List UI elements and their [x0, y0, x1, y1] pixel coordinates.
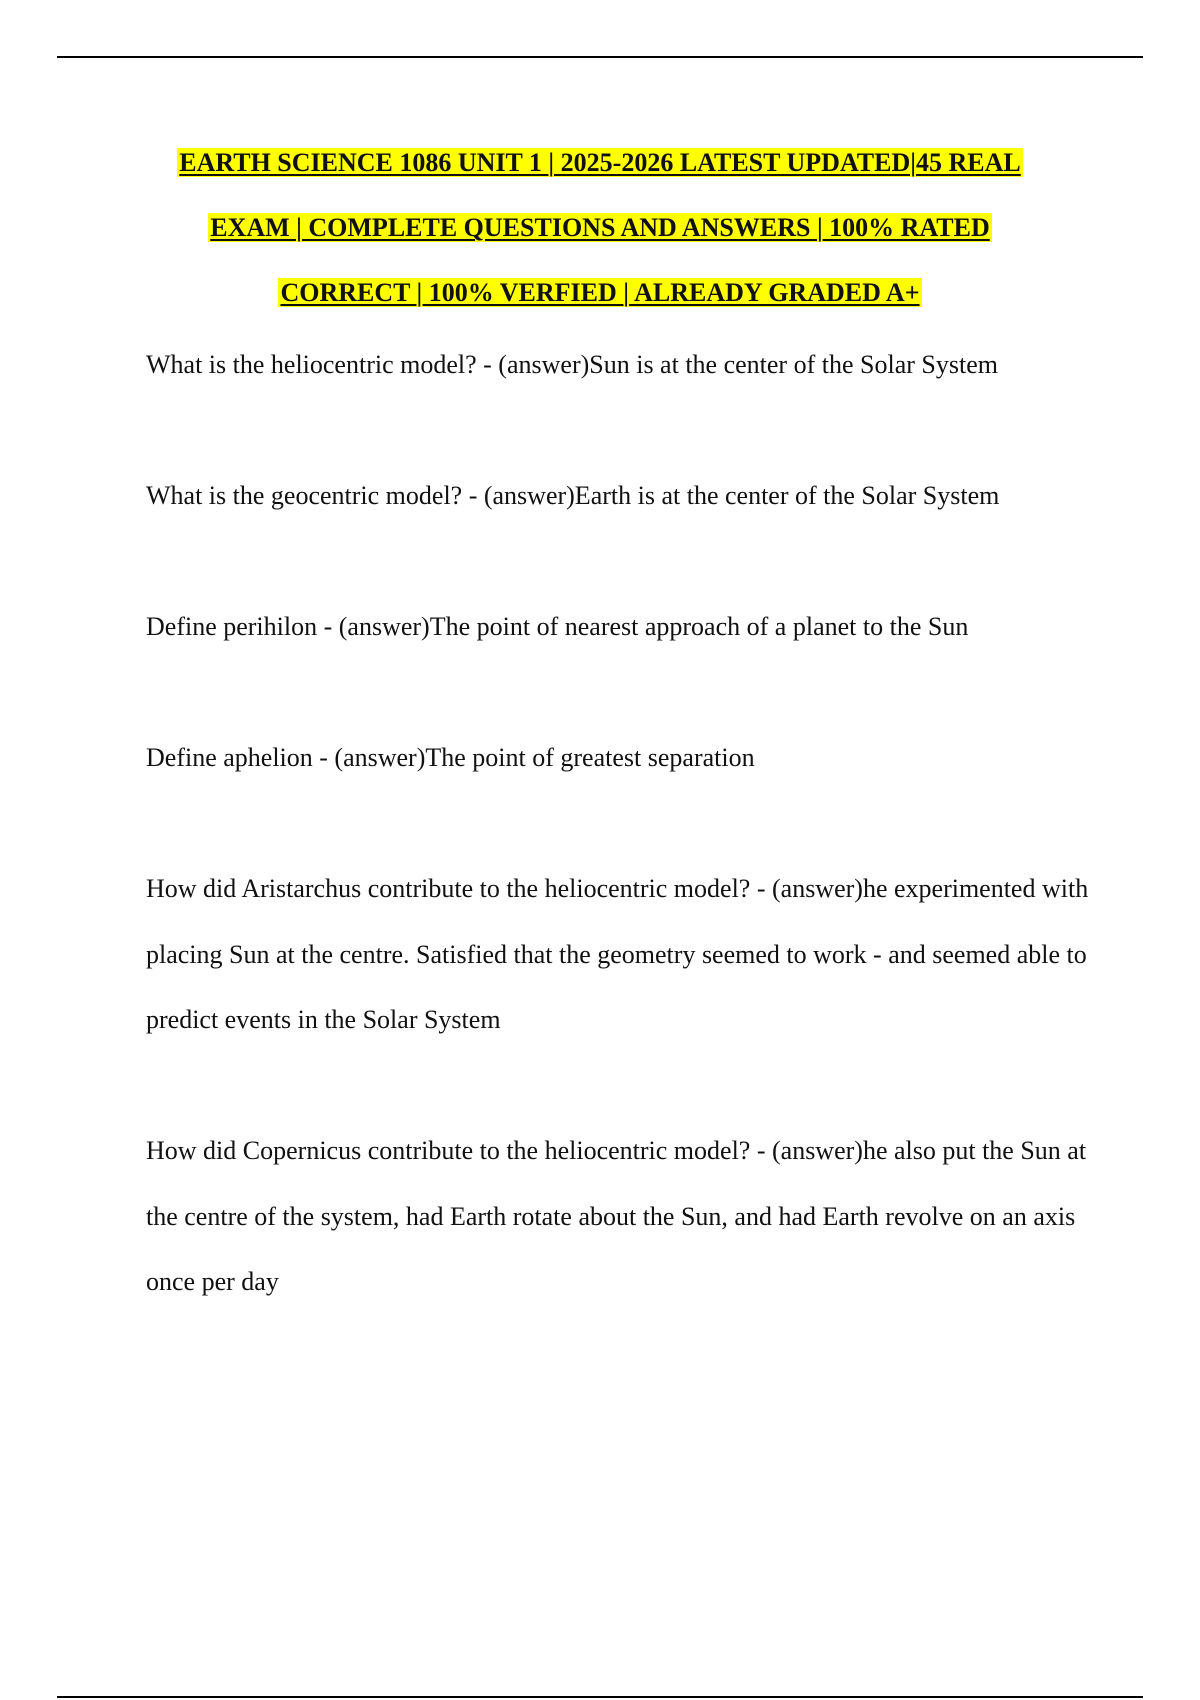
qa-item-aphelion: Define aphelion - (answer)The point of greatest separation: [146, 743, 755, 772]
qa-item-copernicus: How did Copernicus contribute to the heliocentric model? - (answer)he also put the Sun at the centre of the system, had Earth rotate about the Sun, and had Earth revolve on an axis once per day: [146, 1136, 1087, 1296]
qa-item-heliocentric: What is the heliocentric model? - (answer)Sun is at the center of the Solar System: [146, 350, 998, 379]
title-line-1: [0, 140, 1200, 205]
title-line-2-text: EXAM | COMPLETE QUESTIONS AND ANSWERS | 100% RATED: [210, 213, 990, 242]
title-line-3: [0, 270, 1200, 335]
title-line-1-text: EARTH SCIENCE 1086 UNIT 1 | 2025-2026 LATEST UPDATED|45 REAL: [179, 148, 1021, 177]
qa-item-geocentric: What is the geocentric model? - (answer)Earth is at the center of the Solar System: [146, 481, 1000, 510]
document-title: [0, 140, 1200, 335]
qa-item-perihilon: Define perihilon - (answer)The point of nearest approach of a planet to the Sun: [146, 612, 969, 641]
title-line-3-text: CORRECT | 100% VERFIED | ALREADY GRADED A+: [280, 278, 920, 307]
header-rule: [57, 56, 1143, 58]
title-line-2: [0, 205, 1200, 270]
qa-list: [146, 332, 1096, 1380]
footer-rule: [57, 1696, 1143, 1698]
qa-item-aristarchus: How did Aristarchus contribute to the heliocentric model? - (answer)he experimented with placing Sun at the centre. Satisfied that the geometry seemed to work - and seemed able to predict events in the Solar System: [146, 874, 1089, 1034]
